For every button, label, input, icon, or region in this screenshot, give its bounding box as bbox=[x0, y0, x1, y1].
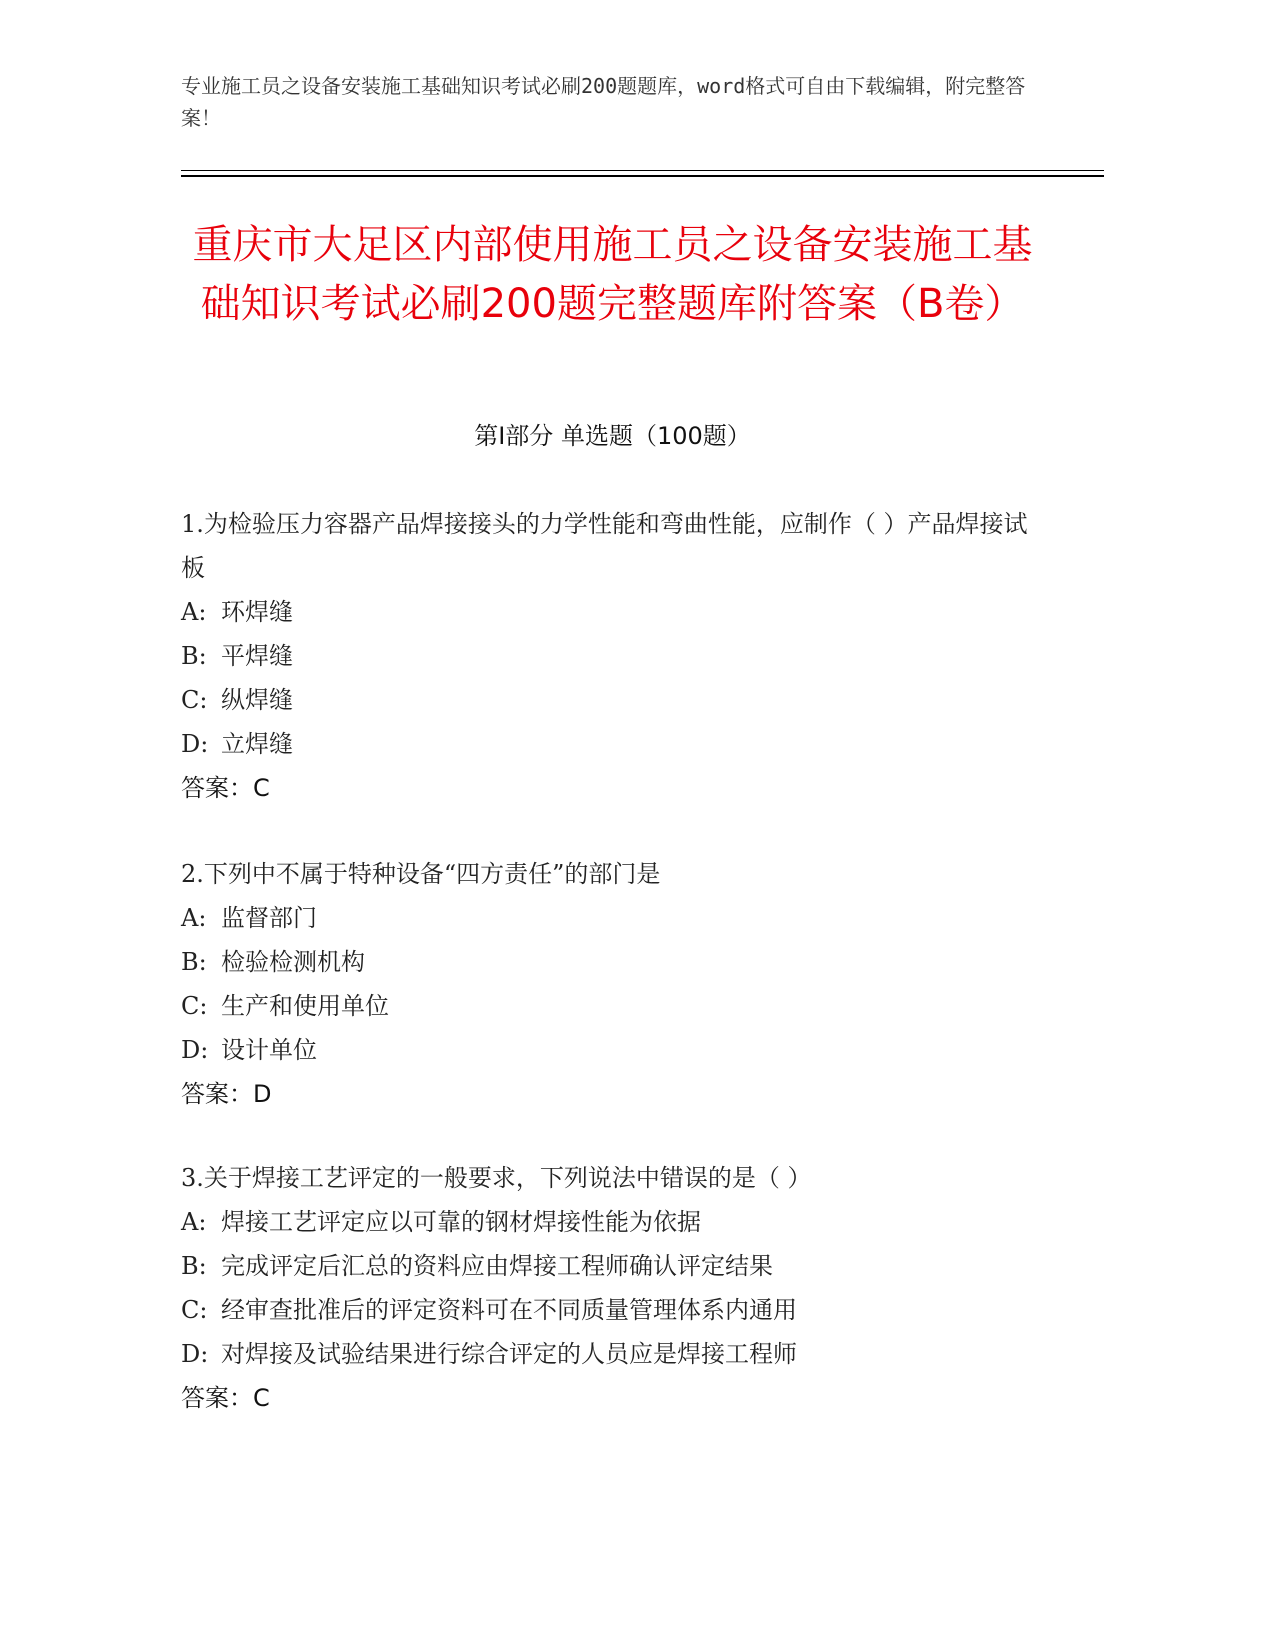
option-d bbox=[181, 722, 1041, 766]
option-a bbox=[181, 590, 1041, 634]
option-a bbox=[181, 896, 1041, 940]
option-text: 设计单位 bbox=[221, 1036, 317, 1064]
option-text: 焊接工艺评定应以可靠的钢材焊接性能为依据 bbox=[221, 1208, 701, 1236]
option-letter: B: bbox=[181, 1252, 207, 1280]
option-text: 完成评定后汇总的资料应由焊接工程师确认评定结果 bbox=[221, 1252, 773, 1280]
option-letter: B: bbox=[181, 642, 207, 670]
header-note: 专业施工员之设备安装施工基础知识考试必刷200题题库，word格式可自由下载编辑，附完整答案！ bbox=[181, 74, 1026, 130]
option-text: 环焊缝 bbox=[221, 598, 293, 626]
option-letter: A: bbox=[181, 1208, 207, 1236]
question-1 bbox=[181, 502, 1041, 810]
section-title: 第I部分 单选题（100题） bbox=[474, 422, 751, 450]
header-divider-thick bbox=[181, 175, 1104, 177]
option-c bbox=[181, 1288, 1041, 1332]
option-text: 立焊缝 bbox=[221, 730, 293, 758]
option-letter: A: bbox=[181, 904, 207, 932]
option-letter: D: bbox=[181, 730, 209, 758]
question-2 bbox=[181, 852, 1041, 1116]
question-stem: 1.为检验压力容器产品焊接接头的力学性能和弯曲性能，应制作（ ）产品焊接试板 bbox=[181, 510, 1028, 582]
option-text: 监督部门 bbox=[221, 904, 317, 932]
option-b bbox=[181, 634, 1041, 678]
option-letter: C: bbox=[181, 686, 208, 714]
option-d bbox=[181, 1332, 1041, 1376]
answer-line: 答案：C bbox=[181, 1384, 270, 1412]
option-b bbox=[181, 940, 1041, 984]
question-3 bbox=[181, 1156, 1041, 1420]
option-letter: B: bbox=[181, 948, 207, 976]
option-text: 检验检测机构 bbox=[221, 948, 365, 976]
header-divider-thin bbox=[181, 170, 1104, 171]
option-letter: D: bbox=[181, 1036, 209, 1064]
option-text: 生产和使用单位 bbox=[221, 992, 389, 1020]
option-d bbox=[181, 1028, 1041, 1072]
option-text: 对焊接及试验结果进行综合评定的人员应是焊接工程师 bbox=[221, 1340, 797, 1368]
option-letter: D: bbox=[181, 1340, 209, 1368]
option-text: 经审查批准后的评定资料可在不同质量管理体系内通用 bbox=[221, 1296, 797, 1324]
option-letter: C: bbox=[181, 1296, 208, 1324]
answer-line: 答案：C bbox=[181, 774, 270, 802]
answer-line: 答案：D bbox=[181, 1080, 272, 1108]
question-stem: 3.关于焊接工艺评定的一般要求，下列说法中错误的是（ ） bbox=[181, 1164, 812, 1192]
option-text: 平焊缝 bbox=[221, 642, 293, 670]
option-c bbox=[181, 678, 1041, 722]
document-title: 重庆市大足区内部使用施工员之设备安装施工基础知识考试必刷200题完整题库附答案（B卷） bbox=[192, 222, 1033, 327]
option-b bbox=[181, 1244, 1041, 1288]
question-stem: 2.下列中不属于特种设备“四方责任”的部门是 bbox=[181, 860, 661, 888]
option-text: 纵焊缝 bbox=[221, 686, 293, 714]
option-c bbox=[181, 984, 1041, 1028]
option-letter: C: bbox=[181, 992, 208, 1020]
option-a bbox=[181, 1200, 1041, 1244]
option-letter: A: bbox=[181, 598, 207, 626]
